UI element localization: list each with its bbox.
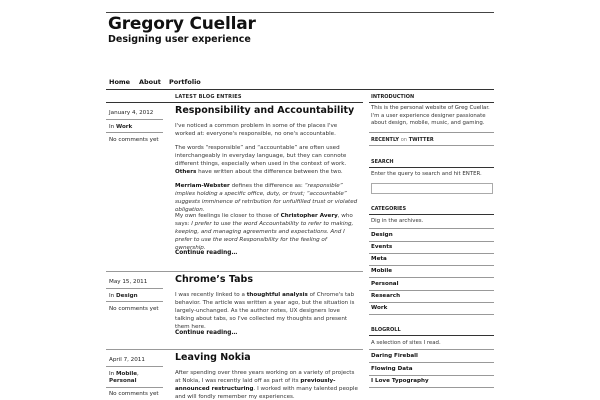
post-title[interactable]: Leaving Nokia [175,352,251,363]
meta-rule [106,387,163,388]
post-category-line: In Work [109,124,133,130]
category-link[interactable]: Design [115,293,138,299]
post-date: May 15, 2011 [109,279,148,285]
category-design[interactable]: Design [371,232,393,238]
search-input[interactable] [371,183,493,194]
category-meta[interactable]: Meta [371,256,387,262]
sidebar-rule [369,132,494,133]
sidebar-rule [369,241,494,242]
sidebar-rule [369,349,494,350]
meta-rule [106,132,163,133]
category-link[interactable]: Work [115,124,133,130]
comments-link[interactable]: No comments yet [109,306,159,312]
meta-rule [106,288,163,289]
post-category-line: In Mobile, Personal [109,371,139,385]
post-separator [106,271,363,272]
sidebar-rule [369,375,494,376]
main-header-rule [106,102,363,103]
sidebar-rule [369,102,494,103]
post-paragraph: I've noticed a common problem in some of the places I've worked at: everyone's responsible, no one's accountable. [175,123,338,137]
sidebar-rule [369,265,494,266]
post-paragraph: After spending over three years working on a variety of projects at Nokia, I was recently laid off as part of its previously-announced restructuring. I worked with many talented people and will fondly remember my experiences. [175,370,358,400]
post-paragraph: I was recently linked to a thoughtful analysis of Chrome's tab behavior. The article was written a year ago, but the situation is largely-unchanged. As the author notes, UX designers love talking about tabs, so I've collected my thoughts and present them here. [175,292,355,330]
category-personal[interactable]: Personal [371,281,399,287]
blogroll-label: BLOGROLL [371,327,401,333]
post-paragraph: The words “responsible” and “accountable” are often used interchangeably in everyday language, but they can connote different things, especially when used in the context of work. Others have written about the difference between the two. [175,145,347,175]
christopher-avery-link[interactable]: Christopher Avery [280,213,338,219]
continue-reading-link[interactable]: Continue reading… [175,250,238,256]
category-research[interactable]: Research [371,293,401,299]
sidebar-rule [369,253,494,254]
category-events[interactable]: Events [371,244,393,250]
blogroll-daring-fireball[interactable]: Daring Fireball [371,353,418,359]
merriam-webster-link[interactable]: Merriam-Webster [175,183,230,189]
nav-portfolio[interactable]: Portfolio [169,78,201,86]
main-nav [106,76,494,90]
categories-help-text: Dig in the archives. [371,218,424,224]
site-title[interactable]: Gregory Cuellar [108,14,256,34]
comments-link[interactable]: No comments yet [109,137,159,143]
categories-label: CATEGORIES [371,206,407,212]
nav-about[interactable]: About [139,78,161,86]
post-separator [106,349,363,350]
category-work[interactable]: Work [371,305,388,311]
category-link[interactable]: Mobile [115,371,138,377]
post-title[interactable]: Chrome’s Tabs [175,274,253,285]
others-link[interactable]: Others [175,169,197,175]
sidebar-rule [369,214,494,215]
sidebar-rule [369,314,494,315]
sidebar-rule [369,277,494,278]
post-category-line: In Design [109,293,138,299]
category-mobile[interactable]: Mobile [371,268,393,274]
blogroll-help-text: A selection of sites I read. [371,340,441,346]
recently-twitter-label: RECENTLY on TWITTER [371,137,434,143]
header-rule [106,12,494,13]
post-date: January 4, 2012 [109,110,154,116]
meta-rule [106,119,163,120]
introduction-text: This is the personal website of Greg Cuellar. I'm a user experience designer passionate about design, mobile, music, and gaming. [371,105,490,127]
meta-rule [106,301,163,302]
search-label: SEARCH [371,159,394,165]
sidebar-rule [369,387,494,388]
search-help-text: Enter the query to search and hit ENTER. [371,171,482,177]
continue-reading-link[interactable]: Continue reading… [175,330,238,336]
sidebar-rule [369,228,494,229]
blogroll-i-love-typography[interactable]: I Love Typography [371,378,429,384]
meta-rule [106,366,163,367]
sidebar-rule [369,335,494,336]
latest-entries-label: LATEST BLOG ENTRIES [175,94,242,100]
sidebar-rule [369,145,494,146]
twitter-link[interactable]: TWITTER [408,137,434,143]
restructuring-link[interactable]: previously-announced restructuring [175,378,336,392]
post-title[interactable]: Responsibility and Accountability [175,105,355,116]
sidebar-rule [369,290,494,291]
sidebar-rule [369,302,494,303]
thoughtful-analysis-link[interactable]: thoughtful analysis [246,292,308,298]
blogroll-flowing-data[interactable]: Flowing Data [371,366,413,372]
sidebar-rule [369,362,494,363]
introduction-label: INTRODUCTION [371,94,415,100]
sidebar-rule [369,167,494,168]
post-date: April 7, 2011 [109,357,145,363]
site-description: Designing user experience [108,34,251,45]
post-paragraph: My own feelings lie closer to those of Christopher Avery, who says: I prefer to use the word Accountability to refer to making, keeping, and managing agreements and expectations. And I prefer to use the word Responsibility for the feeling of ownership. [175,213,354,251]
comments-link[interactable]: No comments yet [109,391,159,397]
nav-home[interactable]: Home [109,78,131,86]
post-paragraph: Merriam-Webster defines the difference as: “responsible” implies holding a specific office, duty, or trust; “accountable” suggests imminence of retribution for unfulfilled trust or violated obligation. [175,183,358,213]
category-link[interactable]: Personal [109,378,137,385]
